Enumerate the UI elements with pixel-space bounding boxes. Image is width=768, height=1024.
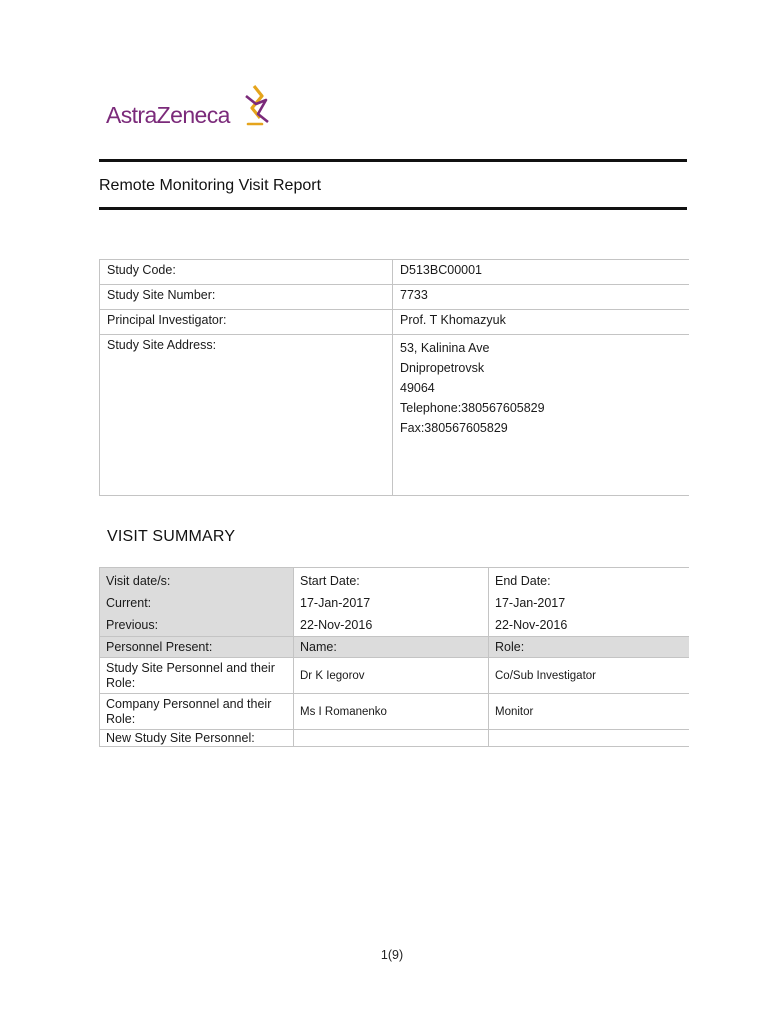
address-line: 49064 — [400, 381, 435, 395]
report-title: Remote Monitoring Visit Report — [99, 177, 322, 194]
role-header: Role: — [489, 637, 690, 658]
principal-investigator-value: Prof. T Khomazyuk — [393, 310, 690, 335]
site-address-value — [393, 335, 690, 496]
study-code-label: Study Code: — [100, 260, 393, 285]
company-personnel-label: Company Personnel and their Role: — [100, 694, 294, 730]
company-personnel-name: Ms I Romanenko — [294, 694, 489, 730]
table-row — [100, 335, 690, 496]
site-number-value: 7733 — [393, 285, 690, 310]
previous-end-date: 22-Nov-2016 — [495, 618, 568, 632]
study-code-value: D513BC00001 — [393, 260, 690, 285]
table-row — [100, 694, 690, 730]
address-line: Dnipropetrovsk — [400, 361, 485, 375]
previous-label: Previous: — [106, 618, 159, 632]
end-date-header: End Date: — [495, 574, 551, 588]
name-header: Name: — [294, 637, 489, 658]
table-row — [100, 658, 690, 694]
table-row — [100, 568, 690, 637]
new-site-personnel-name — [294, 730, 489, 747]
astrazeneca-logo-mark-icon — [240, 84, 276, 130]
current-label: Current: — [106, 596, 152, 610]
table-row — [100, 730, 690, 747]
site-personnel-name: Dr K Iegorov — [294, 658, 489, 694]
title-top-rule — [99, 159, 687, 162]
current-start-date: 17-Jan-2017 — [300, 596, 371, 610]
visit-dates-label: Visit date/s: — [106, 574, 171, 588]
site-number-label: Study Site Number: — [100, 285, 393, 310]
visit-summary-table — [99, 567, 689, 747]
principal-investigator-label: Principal Investigator: — [100, 310, 393, 335]
site-personnel-label: Study Site Personnel and their Role: — [100, 658, 294, 694]
address-line: 53, Kalinina Ave — [400, 341, 490, 355]
visit-dates-labels — [100, 568, 294, 637]
study-info-table — [99, 259, 689, 496]
previous-start-date: 22-Nov-2016 — [300, 618, 373, 632]
start-date-header: Start Date: — [300, 574, 360, 588]
address-fax: Fax:380567605829 — [400, 421, 508, 435]
end-dates — [489, 568, 690, 637]
table-row — [100, 285, 690, 310]
logo-wordmark: AstraZeneca — [106, 102, 230, 128]
new-site-personnel-label: New Study Site Personnel: — [100, 730, 294, 747]
personnel-present-label: Personnel Present: — [100, 637, 294, 658]
address-telephone: Telephone:380567605829 — [400, 401, 545, 415]
title-bottom-rule — [99, 207, 687, 210]
table-row — [100, 260, 690, 285]
page-number: 1(9) — [380, 948, 404, 962]
site-personnel-role: Co/Sub Investigator — [489, 658, 690, 694]
visit-summary-title: VISIT SUMMARY — [107, 528, 236, 545]
current-end-date: 17-Jan-2017 — [495, 596, 566, 610]
table-row — [100, 637, 690, 658]
company-personnel-role: Monitor — [489, 694, 690, 730]
start-dates — [294, 568, 489, 637]
site-address-label: Study Site Address: — [100, 335, 393, 496]
company-logo — [106, 84, 276, 134]
table-row — [100, 310, 690, 335]
new-site-personnel-role — [489, 730, 690, 747]
